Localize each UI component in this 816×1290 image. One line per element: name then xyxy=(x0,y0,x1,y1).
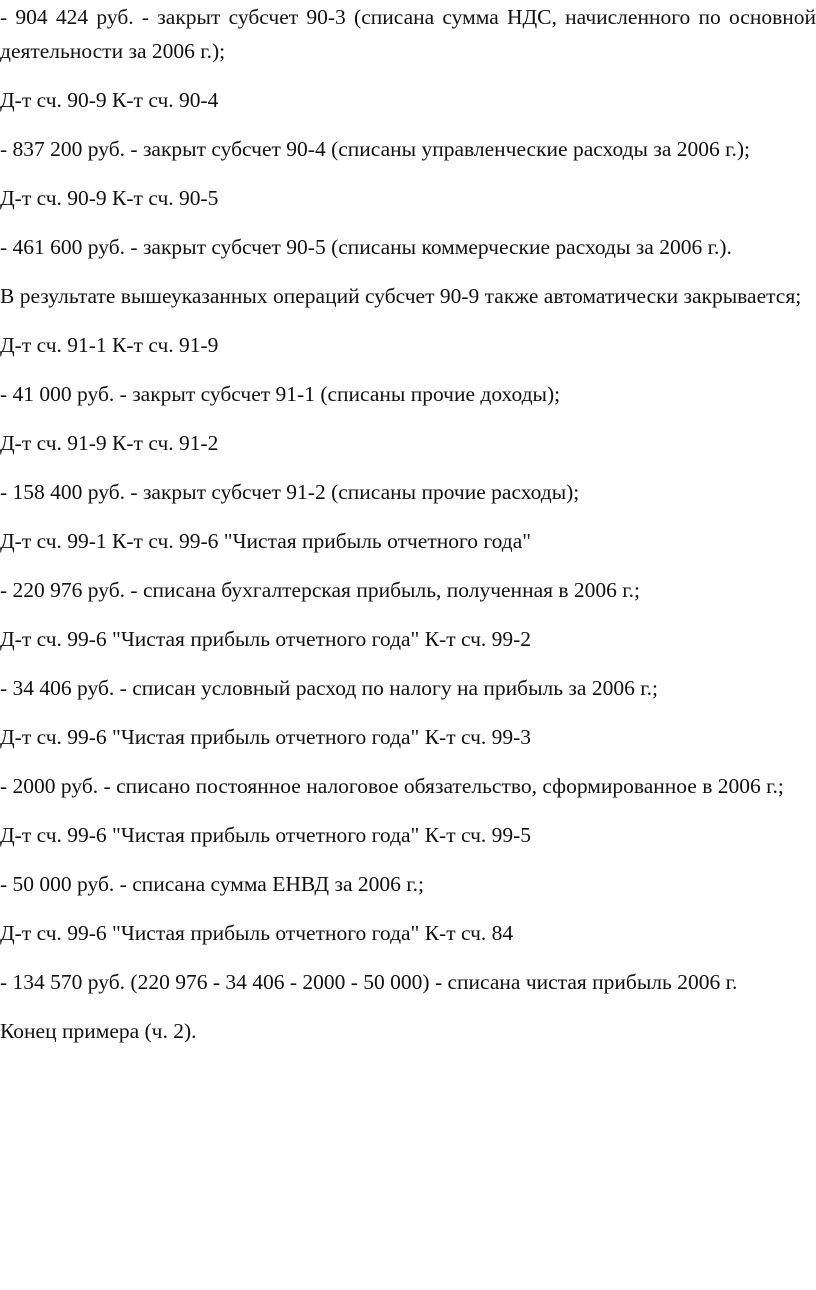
paragraph-14: - 34 406 руб. - списан условный расход по налогу на прибыль за 2006 г.; xyxy=(0,676,658,700)
paragraph-9: Д-т сч. 91-9 К-т сч. 91-2 xyxy=(0,431,219,455)
paragraph-3: - 837 200 руб. - закрыт субсчет 90-4 (списаны управленческие расходы за 2006 г.); xyxy=(0,137,751,161)
paragraph-6: В результате вышеуказанных операций субсчет 90-9 также автоматически закрывается; xyxy=(0,284,802,308)
paragraph-4: Д-т сч. 90-9 К-т сч. 90-5 xyxy=(0,186,219,210)
paragraph-18: - 50 000 руб. - списана сумма ЕНВД за 2006 г.; xyxy=(0,872,424,896)
paragraph-15: Д-т сч. 99-6 "Чистая прибыль отчетного года" К-т сч. 99-3 xyxy=(0,725,532,749)
paragraph-5: - 461 600 руб. - закрыт субсчет 90-5 (списаны коммерческие расходы за 2006 г.). xyxy=(0,235,732,259)
paragraph-1: - 904 424 руб. - закрыт субсчет 90-3 (списана сумма НДС, начисленного по основной деятельности за 2006 г.); xyxy=(0,5,816,63)
paragraph-16: - 2000 руб. - списано постоянное налоговое обязательство, сформированное в 2006 г.; xyxy=(0,774,784,798)
paragraph-10: - 158 400 руб. - закрыт субсчет 91-2 (списаны прочие расходы); xyxy=(0,480,580,504)
paragraph-11: Д-т сч. 99-1 К-т сч. 99-6 "Чистая прибыль отчетного года" xyxy=(0,529,532,553)
paragraph-17: Д-т сч. 99-6 "Чистая прибыль отчетного года" К-т сч. 99-5 xyxy=(0,823,532,847)
paragraph-8: - 41 000 руб. - закрыт субсчет 91-1 (списаны прочие доходы); xyxy=(0,382,561,406)
paragraph-20: - 134 570 руб. (220 976 - 34 406 - 2000 - 50 000) - списана чистая прибыль 2006 г. xyxy=(0,970,738,994)
paragraph-19: Д-т сч. 99-6 "Чистая прибыль отчетного года" К-т сч. 84 xyxy=(0,921,514,945)
paragraph-2: Д-т сч. 90-9 К-т сч. 90-4 xyxy=(0,88,219,112)
paragraph-12: - 220 976 руб. - списана бухгалтерская прибыль, полученная в 2006 г.; xyxy=(0,578,641,602)
paragraph-13: Д-т сч. 99-6 "Чистая прибыль отчетного года" К-т сч. 99-2 xyxy=(0,627,532,651)
paragraph-21: Конец примера (ч. 2). xyxy=(0,1019,197,1043)
paragraph-7: Д-т сч. 91-1 К-т сч. 91-9 xyxy=(0,333,219,357)
